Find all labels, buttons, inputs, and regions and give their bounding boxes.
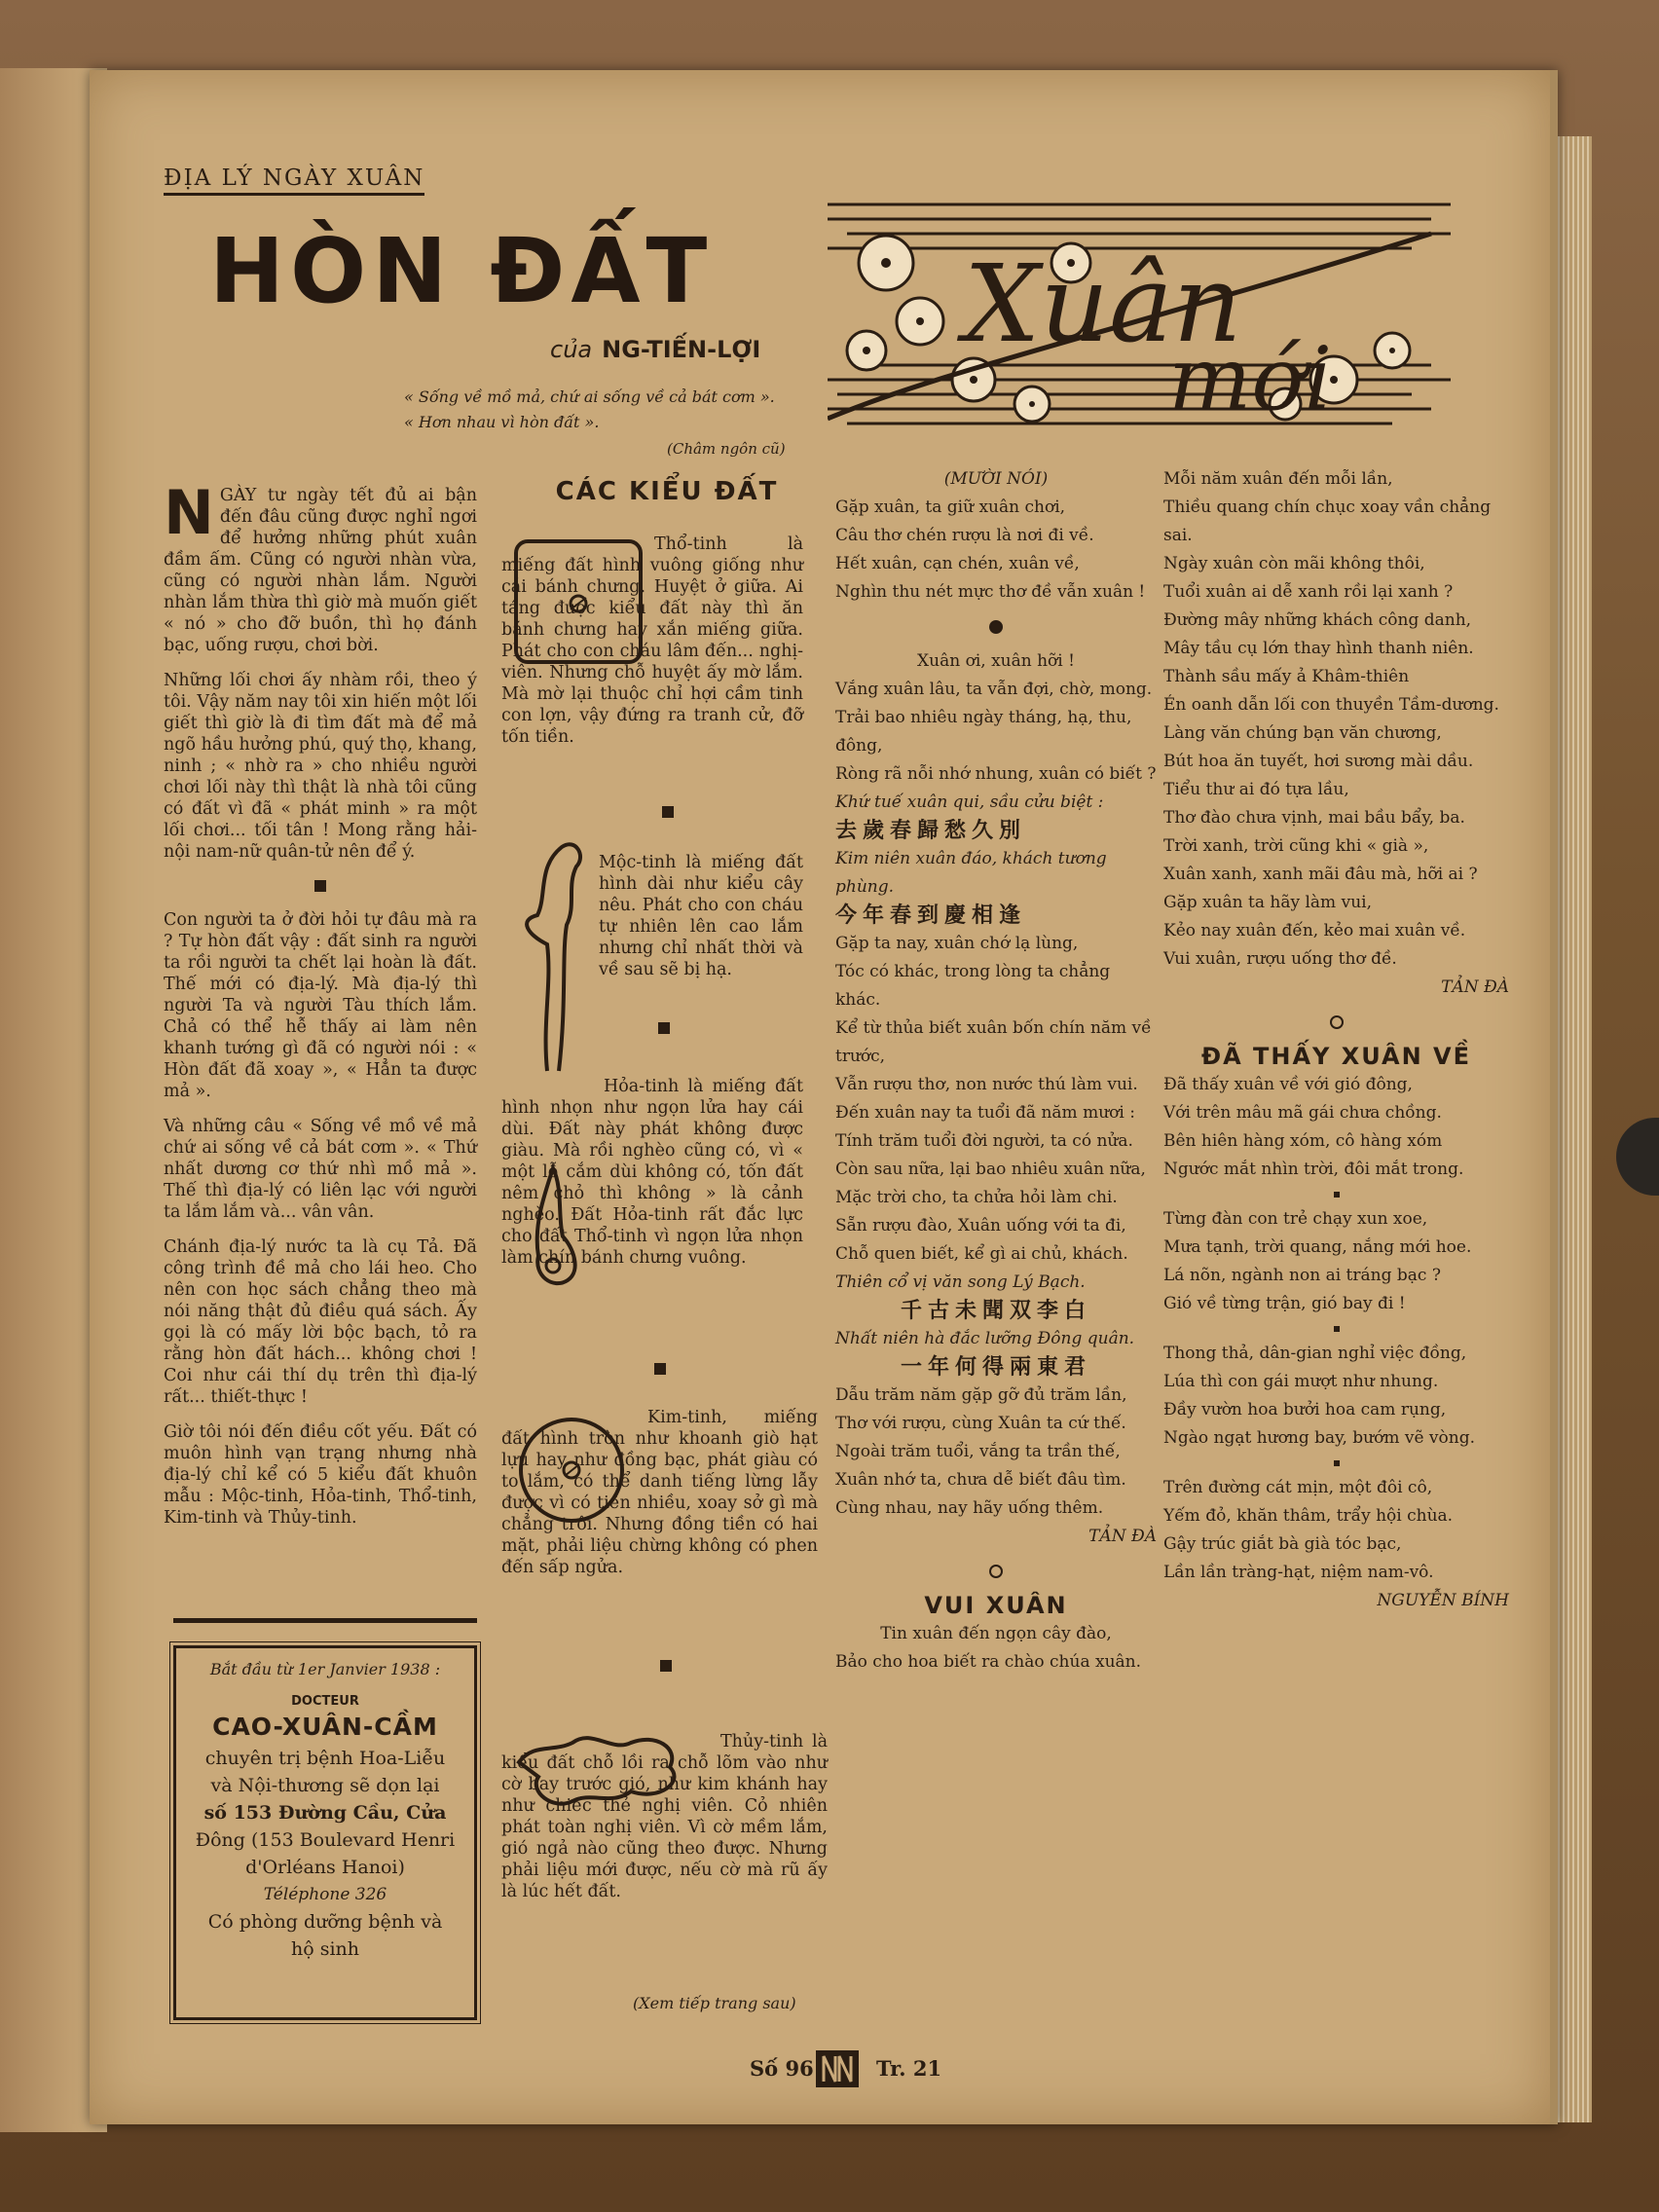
poem-line: Ngước mắt nhìn trời, đôi mắt trong. [1163, 1160, 1464, 1179]
poem-line: Kể từ thủa biết xuân bốn chín năm về trước, [835, 1018, 1152, 1066]
poem-line: Làng văn chúng bạn văn chương, [1163, 723, 1442, 743]
col1-p1-text: GÀY tư ngày tết đủ ai bận đến đâu cũng được nghỉ ngơi để hưởng những phút xuân đầm ấm. Cũng có người nhàn vừa, cũng có người nhàn lắm. Người nhàn lắm thừa thì giờ mà muốn giết « nó » cho đỡ buồn, thì họ đánh bạc, uống rượu, chơi bời. [164, 486, 477, 655]
column-3-poem [835, 465, 1157, 1677]
poem-line: Én oanh dẫn lối con thuyền Tầm-dương. [1163, 695, 1499, 715]
vui-xuan-title: VUI XUÂN [924, 1592, 1068, 1619]
poem-line: Gậy trúc giắt bà già tóc bạc, [1163, 1534, 1402, 1554]
quote-transliteration: Thiên cổ vị văn song Lý Bạch. [835, 1272, 1086, 1292]
poem-line: Sẵn rượu đào, Xuân uống với ta đi, [835, 1216, 1126, 1235]
section-divider [660, 1660, 672, 1672]
quote-transliteration: Nhất niên hà đắc lưỡng Đông quân. [835, 1329, 1135, 1348]
ngay-nay-logo-icon [816, 2050, 859, 2087]
issue-number: Số 96 [750, 2056, 814, 2081]
stanza-divider [1330, 1015, 1344, 1029]
epigraph-line-2: « Hơn nhau vì hòn đất ». [404, 413, 600, 431]
poem-line: Thành sầu mấy ả Khâm-thiên [1163, 667, 1410, 686]
poem-line: Hết xuân, cạn chén, xuân về, [835, 554, 1080, 573]
poem-line: Tính trăm tuổi đời người, ta có nửa. [835, 1131, 1133, 1151]
poem-line: Tuổi xuân ai dễ xanh rồi lại xanh ? [1163, 582, 1454, 602]
poem-line: Xuân ơi, xuân hỡi ! [917, 651, 1075, 671]
poem-line: Xuân xanh, xanh mãi đâu mà, hỡi ai ? [1163, 865, 1478, 884]
poem-line: Tóc có khác, trong lòng ta chẳng khác. [835, 962, 1111, 1010]
ad-line: chuyên trị bệnh Hoa-Liễu [204, 1748, 446, 1769]
poem-line: Trời xanh, trời cũng khi « già », [1163, 836, 1429, 856]
ad-line: và Nội-thương sẽ dọn lại [210, 1775, 440, 1796]
banner-title-2: mới [1168, 328, 1333, 430]
han-characters: 千古未聞双李白 [900, 1299, 1091, 1323]
stanza-divider [1334, 1326, 1340, 1332]
poem-line: Đường mây những khách công danh, [1163, 610, 1472, 630]
ad-line: d'Orléans Hanoi) [245, 1857, 405, 1878]
xuan-moi-banner [828, 175, 1451, 438]
stanza-divider [1334, 1460, 1340, 1466]
poem-line: Xuân nhớ ta, chưa dễ biết đâu tìm. [835, 1470, 1126, 1490]
poem-line: Lần lần tràng-hạt, niệm nam-vô. [1163, 1563, 1434, 1582]
poem-line: Gặp ta nay, xuân chớ lạ lùng, [835, 934, 1079, 953]
quote-transliteration: Khứ tuế xuân qui, sầu cửu biệt : [835, 793, 1104, 812]
poem-line: Mỗi năm xuân đến mỗi lần, [1163, 469, 1393, 489]
banner-artwork [828, 175, 1451, 438]
section-divider [654, 1363, 666, 1375]
poem-line: Bút hoa ăn tuyết, hơi sương mài dầu. [1163, 752, 1474, 771]
ad-doctor-name: CAO-XUÂN-CẦM [212, 1713, 438, 1741]
poem-line: Tiểu thư ai đó tựa lầu, [1163, 780, 1349, 799]
page-edges [1553, 136, 1592, 2122]
han-characters: 去歲春歸愁久別 [835, 819, 1027, 843]
ad-line: Đông (153 Boulevard Henri [195, 1829, 456, 1851]
poem-line: Vẫn rượu thơ, non nước thú làm vui. [835, 1075, 1138, 1094]
poem-line: Ngày xuân còn mãi không thôi, [1163, 554, 1425, 573]
poem-line: Đầy vườn hoa bưởi hoa cam rụng, [1163, 1400, 1447, 1419]
stanza-divider [1334, 1192, 1340, 1198]
poem-line: Lúa thì con gái mượt như nhung. [1163, 1372, 1439, 1391]
poem-line: Vui xuân, rượu uống thơ đề. [1163, 949, 1397, 969]
poem-line: Vắng xuân lâu, ta vẫn đợi, chờ, mong. [835, 680, 1153, 699]
tho-tinh-description: Thổ-tinh là miếng đất hình vuông giống như cái bánh chưng. Huyệt ở giữa. Ai táng được kiểu đất này thì ăn bánh chưng hay xắn miếng giữa. Phát cho con cháu lâm đến... nghị-viên. Nhưng chỗ huyệt ấy mờ lắm. Mà mờ lại thuộc chỉ hợi cầm tinh con lợn, vậy đứng ra tranh cử, đỡ tốn tiền. [501, 535, 803, 747]
quote-transliteration: Kim niên xuân đáo, khách tương phùng. [835, 849, 1107, 897]
poem-line: Gặp xuân ta hãy làm vui, [1163, 893, 1372, 912]
col1-paragraph-4: Và những câu « Sống về mồ về mả chứ ai sống về cả bát cơm ». « Thứ nhất dương cơ thứ nhì mồ mả ». Thế thì địa-lý có liên lạc với người ta lắm lắm và... vân vân. [164, 1117, 477, 1222]
da-thay-xuan-ve-title: ĐÃ THẤY XUÂN VỀ [1200, 1043, 1472, 1070]
continued-note: (Xem tiếp trang sau) [633, 1994, 796, 2012]
poem-line: Ngào ngạt hương bay, bướm vẽ vòng. [1163, 1428, 1476, 1448]
thuy-tinh-description: Thủy-tinh là kiểu đất chỗ lồi ra chỗ lõm vào như cờ bay trước gió, như kim khánh hay như chiếc thẻ nghị viên. Cỏ nhiên phát toàn nghị viên. Vì cờ mềm lắm, gió ngả nào cũng theo được. Nhưng phải liệu mới được, nếu cờ mà rũ ấy là lúc hết đất. [501, 1732, 828, 1901]
ad-body [184, 1745, 466, 1963]
poem-line: Dẫu trăm năm gặp gỡ đủ trăm lần, [835, 1385, 1127, 1405]
column-rule [173, 1618, 477, 1623]
col1-paragraph-5: Chánh địa-lý nước ta là cụ Tả. Đã công trình đề mả cho lái heo. Cho nên con học sách chẳng theo mà nói năng thật đủ điều quá sách. Ấy gọi là có mấy lời bộc bạch, tỏ ra rằng hòn đất hách... không chơi ! Coi như cái thí dụ trên thì địa-lý rất... thiết-thực ! [164, 1237, 477, 1407]
article-title: HÒN ĐẤT [209, 219, 714, 323]
poem-signature: TẢN ĐÀ [1088, 1527, 1157, 1546]
section-heading: CÁC KIỂU ĐẤT [555, 477, 779, 506]
poem-line: Tin xuân đến ngọn cây đào, [880, 1624, 1112, 1643]
poem-line: Nghìn thu nét mực thơ đề vẫn xuân ! [835, 582, 1146, 602]
hoa-tinh-description: Hỏa-tinh là miếng đất hình nhọn như ngọn lửa hay cái dùi. Đất này phát không được giàu. Mà rồi nghèo cũng có, vì « một lỗ cắm dùi không có, tốn đất nêm chỏ thì không » là cảnh nghèo. Đất Hỏa-tinh rất đắc lực cho đất Thổ-tinh vì ngọn lửa nhọn làm chín bánh chưng vuông. [501, 1077, 803, 1268]
poem-line: Gặp xuân, ta giữ xuân chơi, [835, 498, 1066, 517]
poem-line: Bảo cho hoa biết ra chào chúa xuân. [835, 1652, 1142, 1672]
kim-tinh-description: Kim-tinh, miếng đất hình tròn như khoanh giò hạt lựu hay như đồng bạc, phát giàu có to lắm, có thể danh tiếng lừng lẫy được vì có tiền nhiều, xoay sở gì mà chẳng trôi. Nhưng đồng tiền có hai mặt, phải liệu chừng không có phen đến sấp ngửa. [501, 1408, 818, 1577]
ad-docteur: DOCTEUR [291, 1694, 359, 1709]
section-kicker: ĐỊA LÝ NGÀY XUÂN [164, 166, 424, 196]
epigraph-line-1: « Sống về mồ mả, chứ ai sống về cả bát cơm ». [404, 387, 775, 406]
column-1 [164, 477, 477, 1542]
stanza-divider [989, 1565, 1003, 1578]
poem-line: Gió về từng trận, gió bay đi ! [1163, 1294, 1406, 1313]
poem-line: Đến xuân nay ta tuổi đã năm mươi : [835, 1103, 1135, 1123]
section-divider [658, 1022, 670, 1034]
byline-author: NG-TIẾN-LỢI [602, 336, 761, 363]
poem-signature: NGUYỄN BÍNH [1377, 1591, 1509, 1610]
stanza-divider [989, 620, 1003, 634]
han-characters: 今年春到慶相逢 [835, 903, 1027, 928]
byline-of: của [550, 336, 593, 363]
poem-line: Thơ đào chưa vịnh, mai bầu bẩy, ba. [1163, 808, 1465, 828]
col1-paragraph-2: Những lối chơi ấy nhàm rồi, theo ý tôi. Vậy năm nay tôi xin hiến một lối giết thì giờ là đi tìm đất mà để mả ngõ hầu hưởng phú, quý thọ, khang, ninh ; « nhờ ra » cho nhiều người chơi lối này thì thật là nhà tôi cũng có đất vì đã « phát minh » ra một lối chơi... tối tân ! Mong rằng hải-nội nam-nữ quân-tử nên để ý. [164, 671, 477, 862]
section-divider [662, 806, 674, 818]
moc-tinh-description: Mộc-tinh là miếng đất hình dài như kiểu cây nêu. Phát cho con cháu tự nhiên lên cao lắm nhưng chỉ nhất thời và về sau sẽ bị hạ. [599, 853, 803, 979]
poem-line: Câu thơ chén rượu là nơi đi về. [835, 526, 1094, 545]
epigraph-source: (Châm ngôn cũ) [667, 440, 786, 458]
poem-line: Mặc trời cho, ta chửa hỏi làm chi. [835, 1188, 1118, 1207]
poem-line: Yếm đỏ, khăn thâm, trẩy hội chùa. [1163, 1506, 1454, 1526]
poem-line: Với trên mâu mã gái chưa chồng. [1163, 1103, 1442, 1123]
col1-paragraph-6: Giờ tôi nói đến điều cốt yếu. Đất có muôn hình vạn trạng nhưng nhà địa-lý chỉ kể có 5 kiểu đất khuôn mẫu : Mộc-tinh, Hỏa-tinh, Thổ-tinh, Kim-tinh và Thủy-tinh. [164, 1422, 477, 1528]
poem-line: Đã thấy xuân về với gió đông, [1163, 1075, 1413, 1094]
poem-line: Ròng rã nỗi nhớ nhung, xuân có biết ? [835, 764, 1157, 784]
poem-line: Trên đường cát mịn, một đôi cô, [1163, 1478, 1433, 1497]
poem-line: Thong thả, dân-gian nghỉ việc đồng, [1163, 1344, 1467, 1363]
ad-since: Bắt đầu từ 1er Janvier 1938 : [209, 1660, 441, 1678]
ad-line: hộ sinh [290, 1938, 360, 1960]
ad-line: số 153 Đường Cầu, Cửa [203, 1802, 447, 1824]
poem-line: Lá nõn, ngành non ai tráng bạc ? [1163, 1266, 1441, 1285]
column-4-poem [1163, 465, 1509, 1615]
poem-line: Trải bao nhiêu ngày tháng, hạ, thu, đông, [835, 708, 1132, 756]
poem-line: Bên hiên hàng xóm, cô hàng xóm [1163, 1131, 1443, 1151]
poem-line: Còn sau nữa, lại bao nhiêu xuân nữa, [835, 1160, 1146, 1179]
section-divider [314, 880, 326, 892]
col1-paragraph-3: Con người ta ở đời hỏi tự đâu mà ra ? Tự hòn đất vậy : đất sinh ra người ta rồi người ta chết lại hoàn là đất. Thế mới có địa-lý. Mà địa-lý thì người Ta và người Tàu thích lắm. Chả có thể hễ thấy ai làm nên khanh tướng gì đã có người nói : « Hòn đất đã xoay », « Hẳn ta được mả ». [164, 910, 477, 1101]
banner-title-1: Xuân [964, 241, 1242, 366]
epigraph [404, 385, 793, 435]
poem-line: Thơ với rượu, cùng Xuân ta cứ thế. [835, 1414, 1126, 1433]
poem-line: Chỗ quen biết, kể gì ai chủ, khách. [835, 1244, 1128, 1264]
poem-signature: TẢN ĐÀ [1441, 977, 1509, 997]
poem-subtitle: (MƯỜI NÓI) [943, 469, 1049, 489]
drop-cap: N [164, 477, 214, 548]
ad-line: Có phòng dưỡng bệnh và [207, 1911, 443, 1933]
ad-telephone: Téléphone 326 [263, 1885, 387, 1904]
poem-line: Ngoài trăm tuổi, vắng ta trần thế, [835, 1442, 1121, 1461]
doctor-advertisement [173, 1645, 477, 2020]
poem-line: Mưa tạnh, trời quang, nắng mới hoe. [1163, 1237, 1472, 1257]
han-characters: 一年何得兩東君 [900, 1355, 1091, 1380]
poem-line: Từng đàn con trẻ chạy xun xoe, [1163, 1209, 1428, 1229]
poem-line: Mây tầu cụ lớn thay hình thanh niên. [1163, 639, 1474, 658]
page-number: Tr. 21 [876, 2056, 942, 2081]
col1-paragraph-1 [164, 477, 477, 656]
poem-line: Cùng nhau, nay hãy uống thêm. [835, 1498, 1104, 1518]
poem-line: Thiều quang chín chục xoay vần chẳng sai. [1163, 498, 1492, 545]
byline [550, 336, 760, 363]
poem-line: Kẻo nay xuân đến, kẻo mai xuân về. [1163, 921, 1466, 940]
